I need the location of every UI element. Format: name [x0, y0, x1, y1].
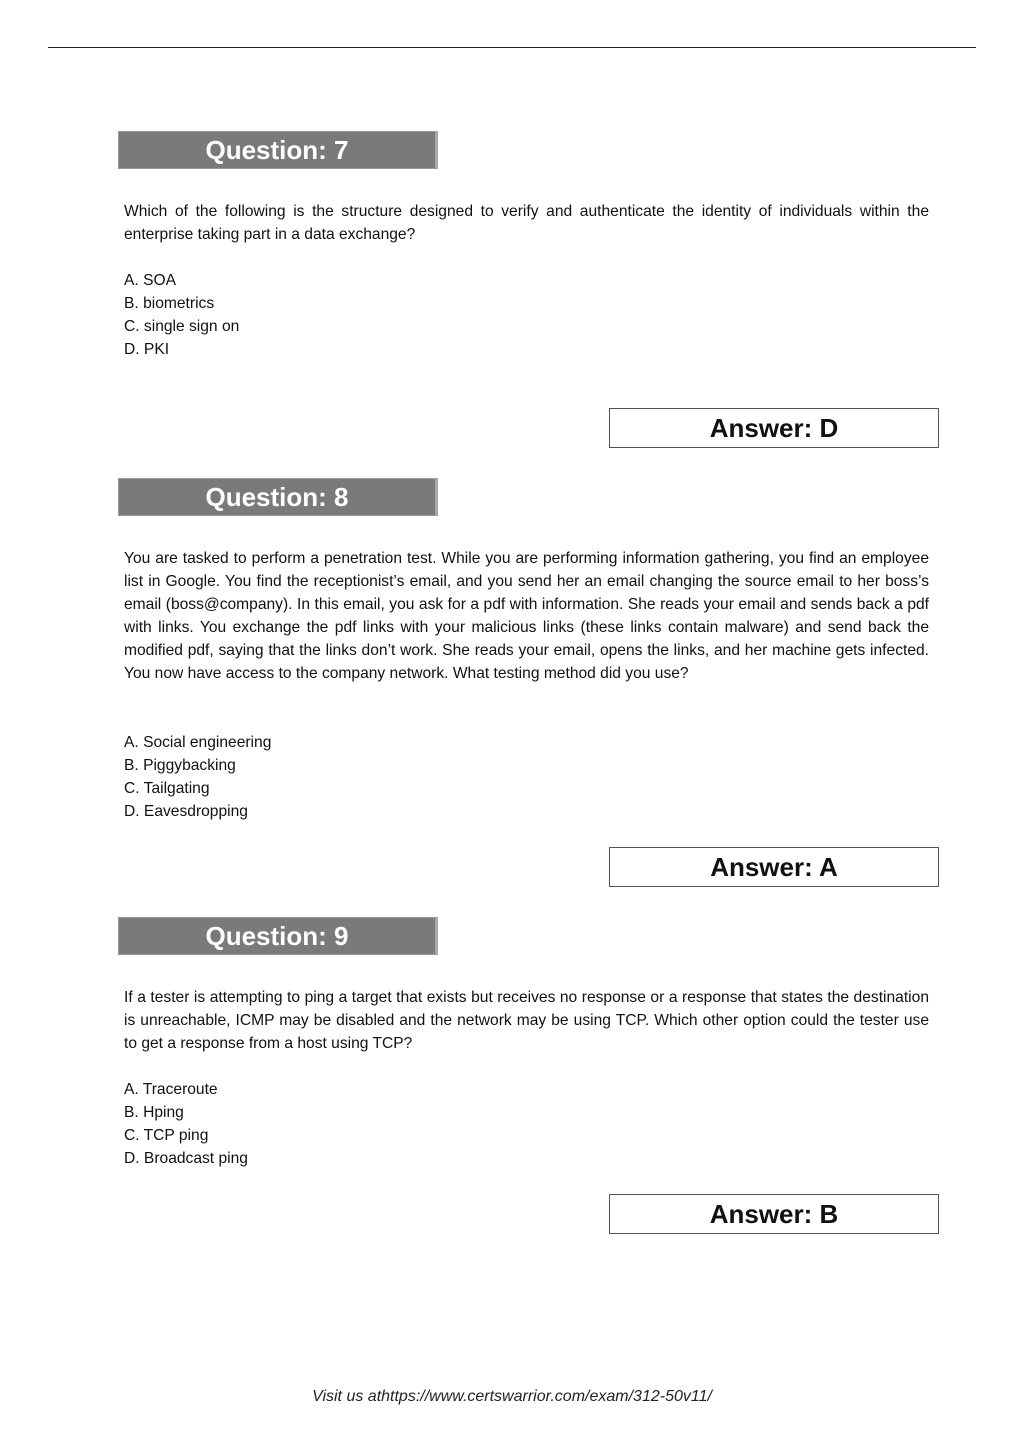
question-text: If a tester is attempting to ping a target that exists but receives no response or a response that states the destination is unreachable, ICMP may be disabled and the network may be using TCP. Which other option could the tester use to get a response from a host using TCP?: [124, 989, 929, 1052]
option-item: A. Social engineering: [124, 734, 272, 751]
option-item: D. Broadcast ping: [124, 1150, 248, 1167]
answer-box: Answer: B: [609, 1194, 939, 1234]
question-header: Question: 9: [118, 917, 438, 955]
option-list: [124, 731, 724, 823]
option-item: D. PKI: [124, 341, 170, 358]
option-item: A. SOA: [124, 272, 176, 289]
option-item: C. TCP ping: [124, 1127, 209, 1144]
footer-link[interactable]: Visit us athttps://www.certswarrior.com/exam/312-50v11/: [312, 1388, 712, 1405]
option-list: [124, 1078, 724, 1170]
question-text: You are tasked to perform a penetration test. While you are performing information gathering, you find an employee list in Google. You find the receptionist’s email, and you send her an email changing the source email to her boss’s email (boss@company). In this email, you ask for a pdf with information. She reads your email and sends back a pdf with links. You exchange the pdf links with your malicious links (these links contain malware) and send back the modified pdf, saying that the links don’t work. She reads your email, opens the links, and her machine gets infected. You now have access to the company network. What testing method did you use?: [124, 550, 929, 682]
option-item: B. Piggybacking: [124, 757, 236, 774]
option-item: C. single sign on: [124, 318, 240, 335]
answer-box: Answer: D: [609, 408, 939, 448]
option-item: B. biometrics: [124, 295, 215, 312]
question-header: Question: 8: [118, 478, 438, 516]
question-header: Question: 7: [118, 131, 438, 169]
option-item: D. Eavesdropping: [124, 803, 248, 820]
question-text: Which of the following is the structure designed to verify and authenticate the identity of individuals within the enterprise taking part in a data exchange?: [124, 203, 929, 243]
option-list: [124, 269, 724, 361]
option-item: B. Hping: [124, 1104, 184, 1121]
option-item: C. Tailgating: [124, 780, 210, 797]
top-divider: [48, 47, 976, 48]
option-item: A. Traceroute: [124, 1081, 218, 1098]
answer-box: Answer: A: [609, 847, 939, 887]
